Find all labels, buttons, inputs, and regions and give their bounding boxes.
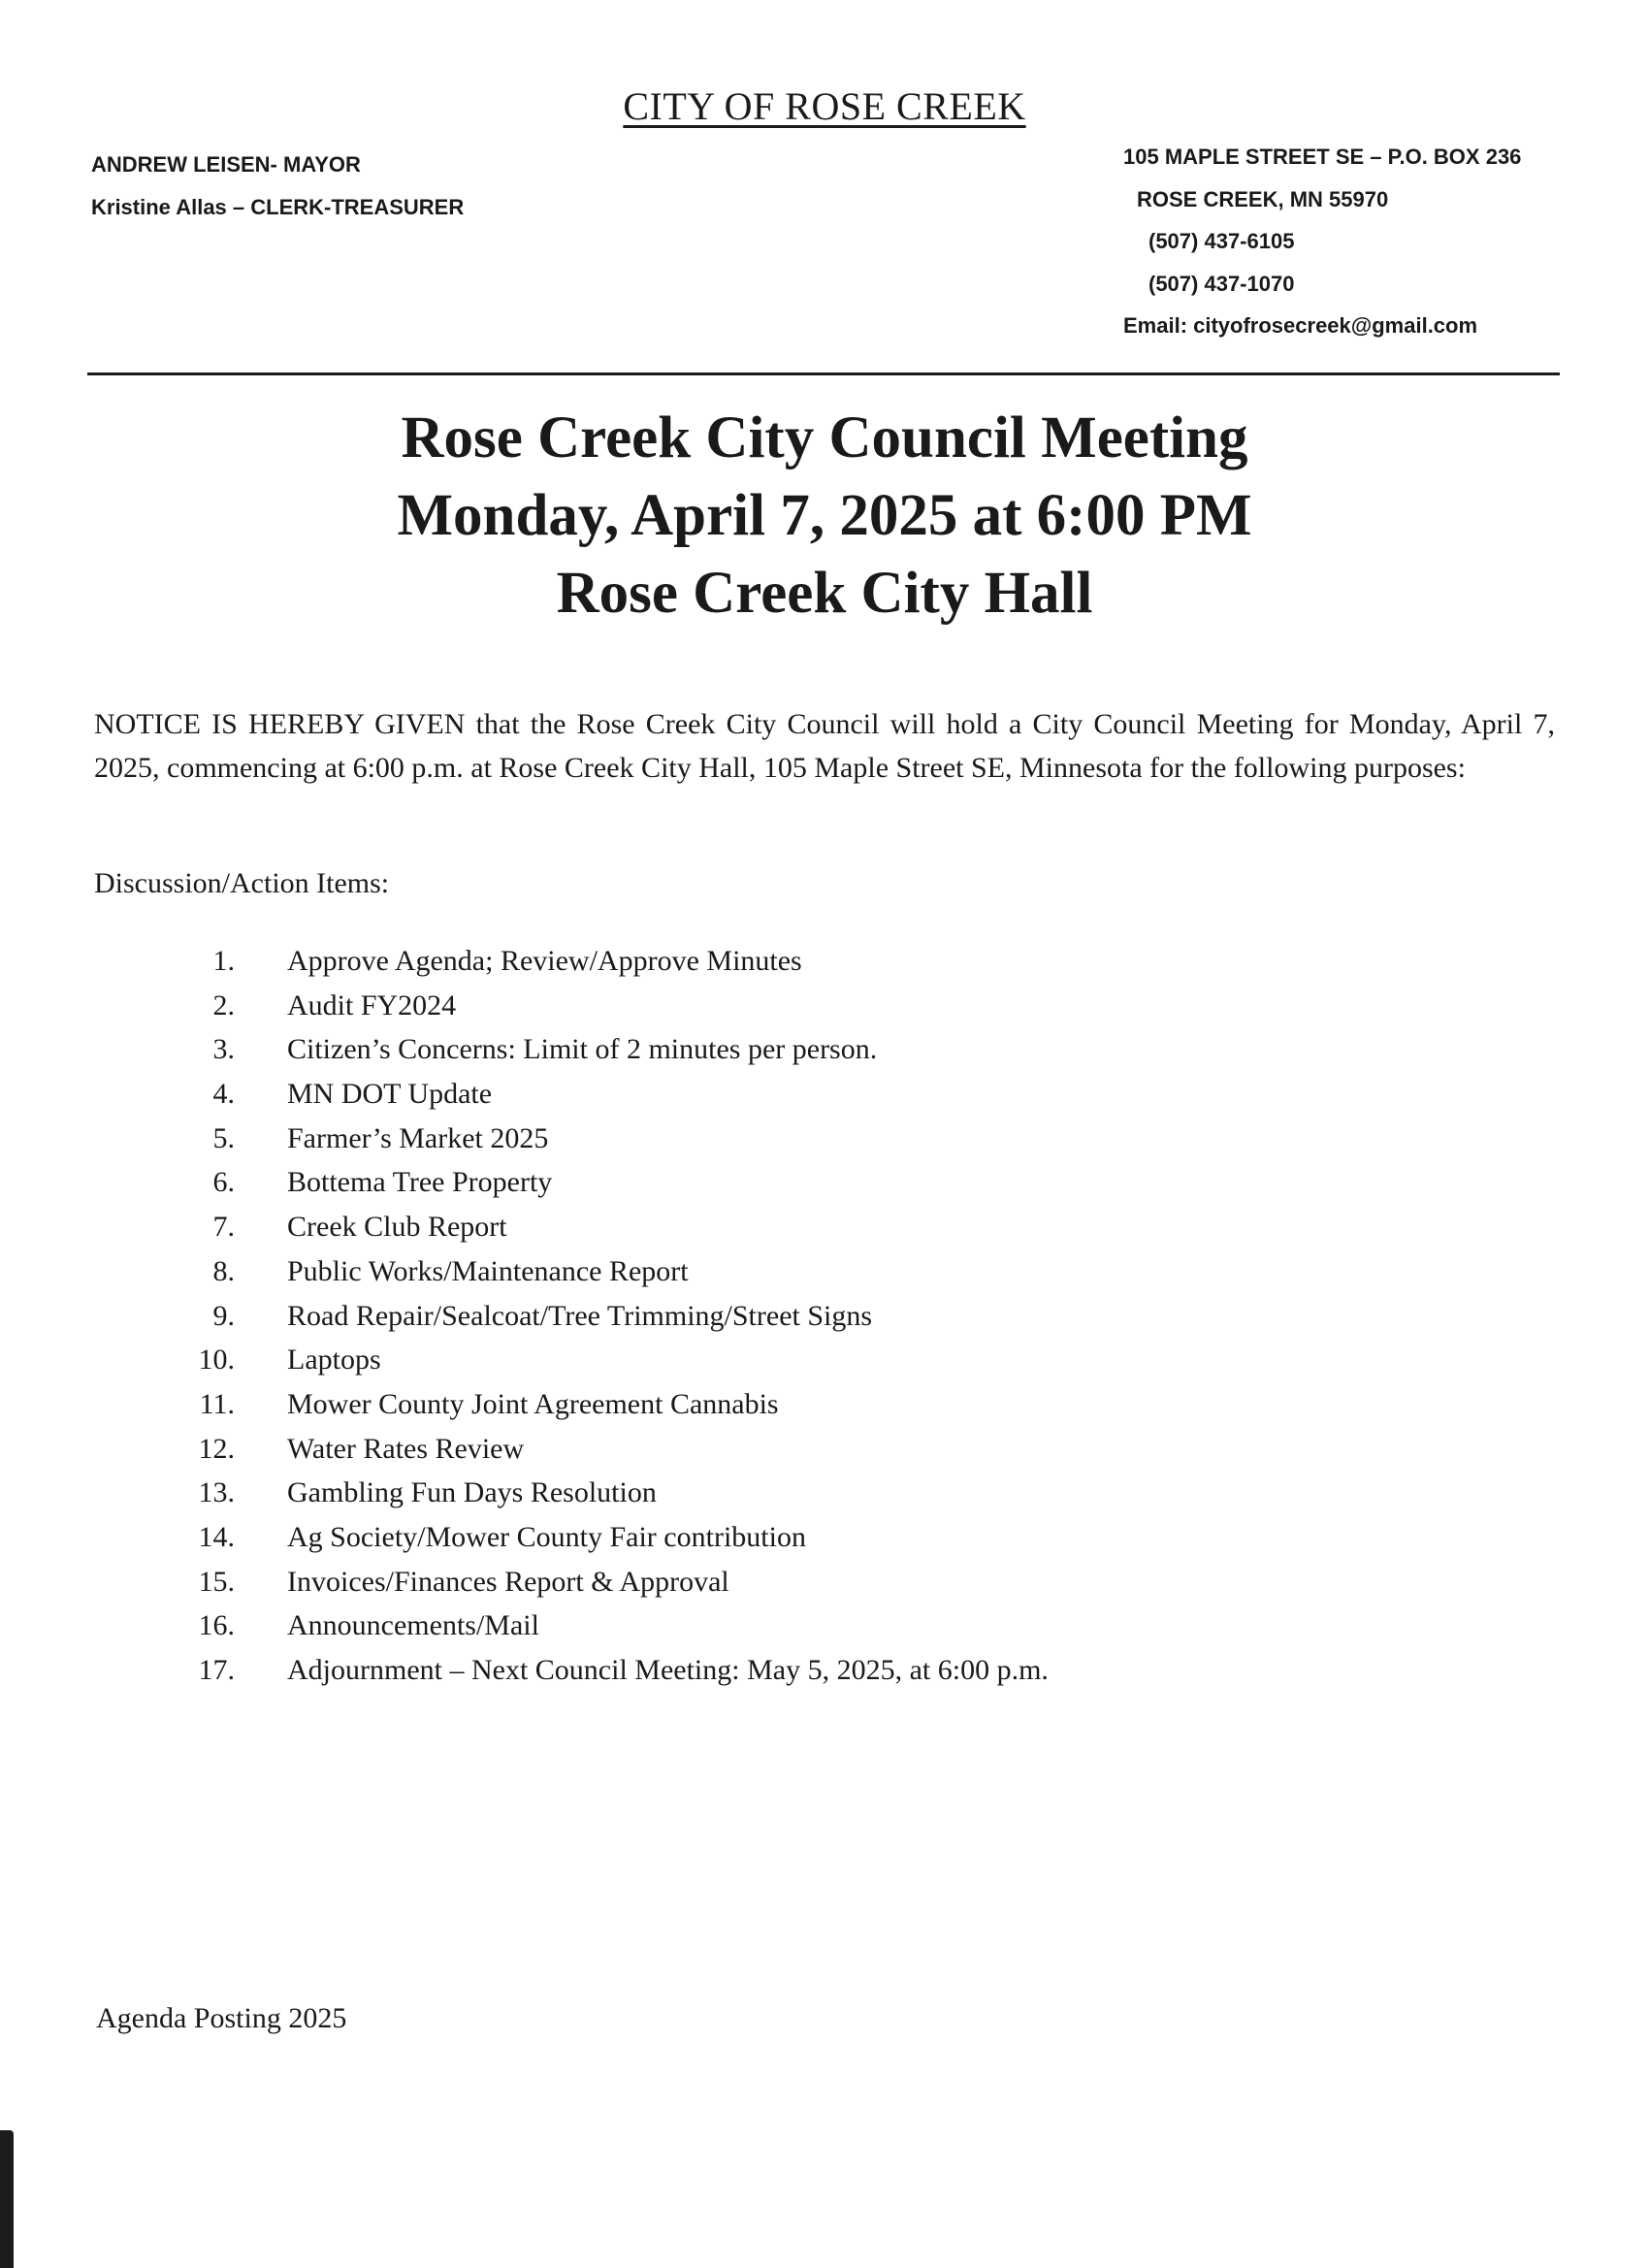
item-number: 12. — [198, 1432, 235, 1465]
item-number: 5. — [212, 1121, 235, 1154]
headline-date: Monday, April 7, 2025 at 6:00 PM — [397, 483, 1252, 548]
item-text: Mower County Joint Agreement Cannabis — [287, 1387, 779, 1420]
item-text: Water Rates Review — [287, 1432, 525, 1465]
item-text: Bottema Tree Property — [287, 1166, 553, 1199]
meeting-headline — [0, 400, 1649, 632]
item-text: Ag Society/Mower County Fair contribution — [287, 1520, 806, 1553]
header-divider — [87, 373, 1560, 375]
item-number: 13. — [198, 1476, 235, 1509]
item-text: Audit FY2024 — [287, 988, 457, 1021]
item-number: 9. — [212, 1299, 235, 1332]
item-number: 17. — [198, 1654, 235, 1686]
item-text: Citizen’s Concerns: Limit of 2 minutes per person. — [287, 1033, 878, 1066]
item-number: 11. — [199, 1387, 235, 1420]
notice-paragraph: NOTICE IS HEREBY GIVEN that the Rose Creek City Council will hold a City Council Meeting for Monday, April 7, 2025, commencing at 6:00 p.m. at Rose Creek City Hall, 105 Maple Street SE, Minnesota for the following purposes: — [94, 708, 1555, 784]
item-number: 14. — [198, 1520, 235, 1553]
phone-secondary: (507) 437-1070 — [1148, 271, 1295, 296]
item-number: 10. — [198, 1344, 235, 1377]
headline-location: Rose Creek City Hall — [556, 561, 1093, 626]
phone-primary: (507) 437-6105 — [1148, 229, 1295, 253]
footer-label: Agenda Posting 2025 — [96, 2002, 347, 2034]
item-text: Laptops — [287, 1344, 381, 1377]
address-line2: ROSE CREEK, MN 55970 — [1137, 186, 1389, 211]
item-number: 15. — [198, 1565, 235, 1598]
item-text: Announcements/Mail — [287, 1609, 539, 1642]
email-line: Email: cityofrosecreek@gmail.com — [1123, 313, 1478, 338]
headline-title: Rose Creek City Council Meeting — [401, 405, 1248, 470]
item-text: MN DOT Update — [287, 1078, 493, 1111]
contact-block — [1123, 136, 1521, 347]
officials-block — [91, 144, 464, 229]
item-number: 4. — [212, 1078, 235, 1111]
item-text: Invoices/Finances Report & Approval — [287, 1565, 729, 1598]
item-text: Public Works/Maintenance Report — [287, 1254, 689, 1287]
items-heading: Discussion/Action Items: — [94, 867, 390, 899]
item-number: 16. — [198, 1609, 235, 1642]
item-text: Adjournment – Next Council Meeting: May 5, 2025, at 6:00 p.m. — [287, 1654, 1049, 1686]
item-text: Gambling Fun Days Resolution — [287, 1476, 657, 1509]
item-number: 1. — [212, 945, 235, 977]
item-number: 2. — [212, 988, 235, 1021]
item-text: Creek Club Report — [287, 1211, 507, 1244]
clerk-name: Kristine Allas – CLERK-TREASURER — [91, 195, 465, 219]
org-title: CITY OF ROSE CREEK — [623, 84, 1026, 128]
item-number: 7. — [212, 1211, 235, 1244]
item-text: Farmer’s Market 2025 — [287, 1121, 549, 1154]
item-text: Approve Agenda; Review/Approve Minutes — [287, 945, 802, 977]
item-number: 6. — [212, 1166, 235, 1199]
item-text: Road Repair/Sealcoat/Tree Trimming/Street Signs — [287, 1299, 873, 1332]
mayor-name: ANDREW LEISEN- MAYOR — [91, 152, 361, 177]
address-line1: 105 MAPLE STREET SE – P.O. BOX 236 — [1123, 145, 1522, 169]
scan-edge-artifact — [0, 2130, 14, 2268]
item-number: 3. — [212, 1033, 235, 1066]
item-number: 8. — [212, 1254, 235, 1287]
